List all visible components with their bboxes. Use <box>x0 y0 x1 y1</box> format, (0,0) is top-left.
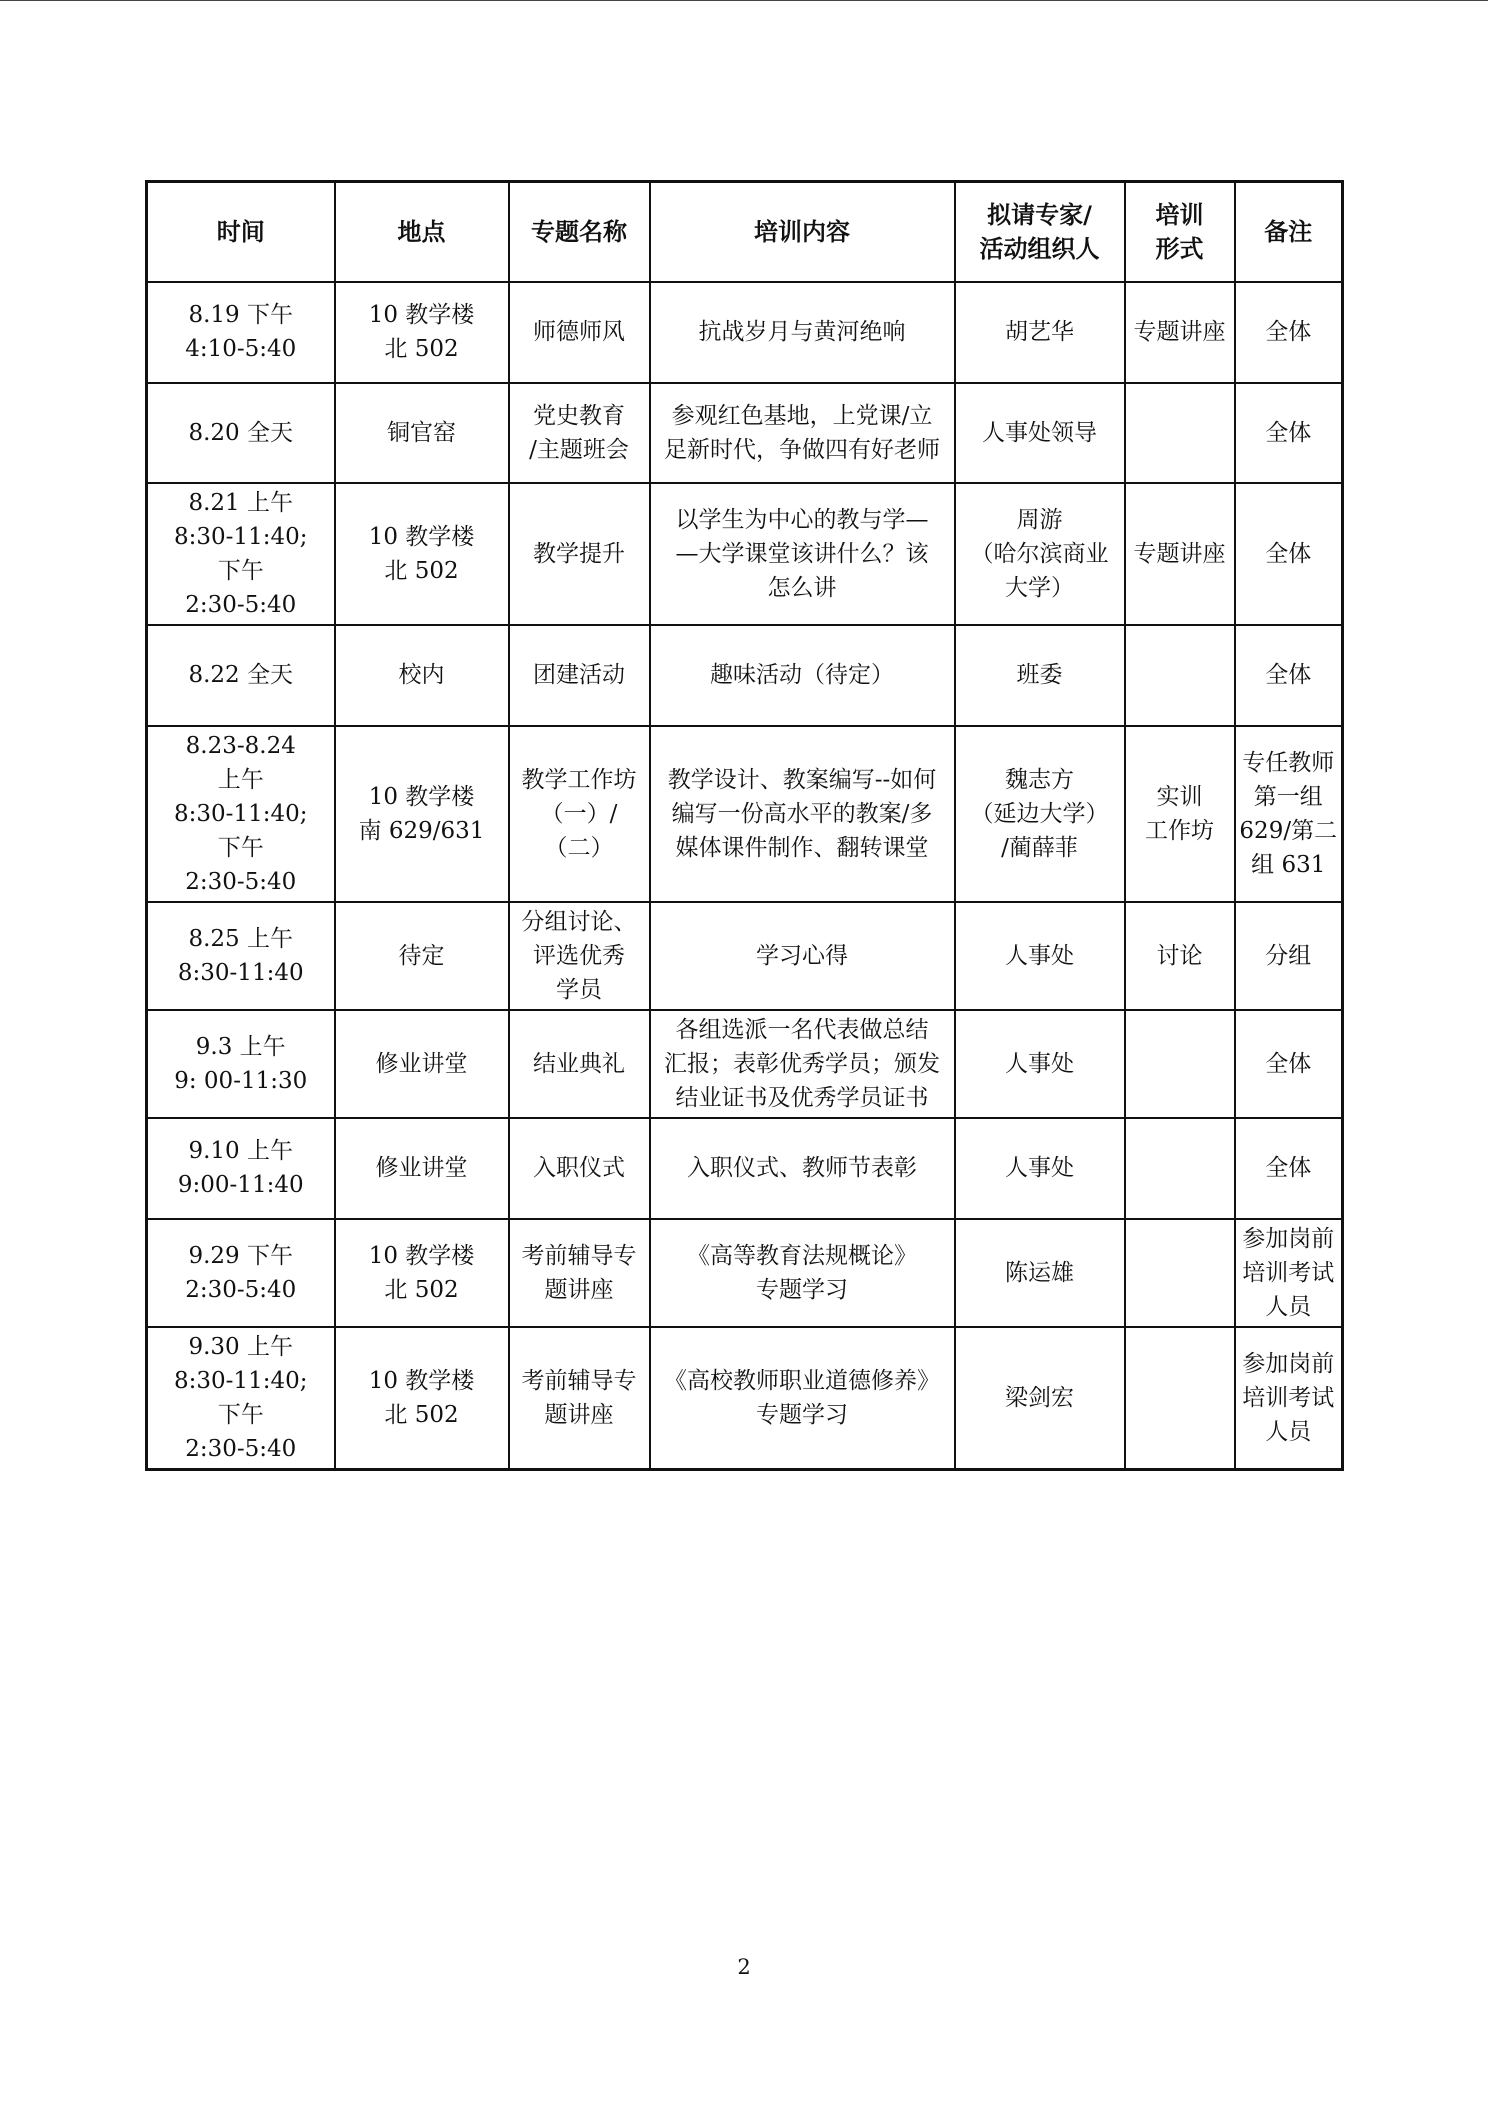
cell-time: 8.19 下午 4:10-5:40 <box>147 282 335 383</box>
table-row <box>147 726 1343 902</box>
cell-location: 10 教学楼 北 502 <box>335 282 509 383</box>
cell-organizer: 陈运雄 <box>955 1219 1125 1327</box>
cell-location: 铜官窑 <box>335 383 509 483</box>
cell-format <box>1125 625 1235 726</box>
cell-format: 专题讲座 <box>1125 282 1235 383</box>
cell-organizer: 胡艺华 <box>955 282 1125 383</box>
cell-location: 10 教学楼 北 502 <box>335 1327 509 1470</box>
cell-time: 8.25 上午 8:30-11:40 <box>147 902 335 1010</box>
cell-location: 校内 <box>335 625 509 726</box>
cell-remarks: 全体 <box>1235 1118 1343 1219</box>
cell-organizer: 人事处领导 <box>955 383 1125 483</box>
header-remarks: 备注 <box>1235 182 1343 282</box>
cell-content: 以学生为中心的教与学— —大学课堂该讲什么？该 怎么讲 <box>650 483 955 625</box>
cell-remarks: 分组 <box>1235 902 1343 1010</box>
cell-format <box>1125 1219 1235 1327</box>
cell-location: 修业讲堂 <box>335 1118 509 1219</box>
cell-format <box>1125 1118 1235 1219</box>
table-row <box>147 902 1343 1010</box>
table-header-row <box>147 182 1343 282</box>
cell-remarks: 参加岗前 培训考试 人员 <box>1235 1327 1343 1470</box>
table-row <box>147 625 1343 726</box>
table-row <box>147 1219 1343 1327</box>
cell-content: 各组选派一名代表做总结 汇报；表彰优秀学员；颁发 结业证书及优秀学员证书 <box>650 1010 955 1118</box>
cell-location: 10 教学楼 北 502 <box>335 1219 509 1327</box>
cell-organizer: 梁剑宏 <box>955 1327 1125 1470</box>
cell-organizer: 人事处 <box>955 1010 1125 1118</box>
cell-format: 实训 工作坊 <box>1125 726 1235 902</box>
cell-organizer: 人事处 <box>955 902 1125 1010</box>
header-format: 培训 形式 <box>1125 182 1235 282</box>
cell-format <box>1125 1327 1235 1470</box>
cell-topic: 师德师风 <box>509 282 650 383</box>
table-body <box>147 282 1343 1470</box>
page-number: 2 <box>737 1955 751 1979</box>
header-topic: 专题名称 <box>509 182 650 282</box>
cell-location: 修业讲堂 <box>335 1010 509 1118</box>
cell-content: 抗战岁月与黄河绝响 <box>650 282 955 383</box>
cell-topic: 党史教育 /主题班会 <box>509 383 650 483</box>
table-row <box>147 383 1343 483</box>
cell-content: 入职仪式、教师节表彰 <box>650 1118 955 1219</box>
header-organizer: 拟请专家/ 活动组织人 <box>955 182 1125 282</box>
cell-content: 《高等教育法规概论》 专题学习 <box>650 1219 955 1327</box>
cell-format: 讨论 <box>1125 902 1235 1010</box>
cell-organizer: 魏志方 （延边大学） /蔺薛菲 <box>955 726 1125 902</box>
cell-content: 趣味活动（待定） <box>650 625 955 726</box>
cell-format <box>1125 1010 1235 1118</box>
cell-time: 8.23-8.24 上午 8:30-11:40; 下午 2:30-5:40 <box>147 726 335 902</box>
cell-content: 学习心得 <box>650 902 955 1010</box>
cell-content: 参观红色基地，上党课/立 足新时代，争做四有好老师 <box>650 383 955 483</box>
cell-topic: 教学提升 <box>509 483 650 625</box>
cell-content: 《高校教师职业道德修养》 专题学习 <box>650 1327 955 1470</box>
table-row <box>147 483 1343 625</box>
header-location: 地点 <box>335 182 509 282</box>
cell-format: 专题讲座 <box>1125 483 1235 625</box>
table-row <box>147 1010 1343 1118</box>
header-content: 培训内容 <box>650 182 955 282</box>
cell-organizer: 人事处 <box>955 1118 1125 1219</box>
cell-remarks: 全体 <box>1235 383 1343 483</box>
cell-topic: 分组讨论、 评选优秀 学员 <box>509 902 650 1010</box>
cell-topic: 考前辅导专 题讲座 <box>509 1219 650 1327</box>
table-row <box>147 282 1343 383</box>
cell-time: 9.10 上午 9:00-11:40 <box>147 1118 335 1219</box>
cell-format <box>1125 383 1235 483</box>
cell-location: 待定 <box>335 902 509 1010</box>
cell-topic: 教学工作坊 （一）/（二） <box>509 726 650 902</box>
cell-remarks: 专任教师 第一组 629/第二 组 631 <box>1235 726 1343 902</box>
cell-remarks: 全体 <box>1235 625 1343 726</box>
top-rule <box>0 0 1488 1</box>
table-row <box>147 1118 1343 1219</box>
cell-time: 9.30 上午 8:30-11:40; 下午 2:30-5:40 <box>147 1327 335 1470</box>
cell-organizer: 班委 <box>955 625 1125 726</box>
cell-remarks: 参加岗前 培训考试 人员 <box>1235 1219 1343 1327</box>
cell-location: 10 教学楼 南 629/631 <box>335 726 509 902</box>
cell-time: 8.21 上午 8:30-11:40; 下午 2:30-5:40 <box>147 483 335 625</box>
header-time: 时间 <box>147 182 335 282</box>
cell-time: 9.3 上午 9: 00-11:30 <box>147 1010 335 1118</box>
cell-topic: 考前辅导专 题讲座 <box>509 1327 650 1470</box>
cell-topic: 结业典礼 <box>509 1010 650 1118</box>
cell-organizer: 周游 （哈尔滨商业 大学） <box>955 483 1125 625</box>
cell-remarks: 全体 <box>1235 282 1343 383</box>
cell-remarks: 全体 <box>1235 1010 1343 1118</box>
cell-remarks: 全体 <box>1235 483 1343 625</box>
cell-topic: 团建活动 <box>509 625 650 726</box>
cell-content: 教学设计、教案编写--如何 编写一份高水平的教案/多 媒体课件制作、翻转课堂 <box>650 726 955 902</box>
table-row <box>147 1327 1343 1470</box>
cell-time: 9.29 下午 2:30-5:40 <box>147 1219 335 1327</box>
training-schedule-table <box>145 180 1344 1471</box>
cell-topic: 入职仪式 <box>509 1118 650 1219</box>
cell-time: 8.22 全天 <box>147 625 335 726</box>
cell-time: 8.20 全天 <box>147 383 335 483</box>
cell-location: 10 教学楼 北 502 <box>335 483 509 625</box>
